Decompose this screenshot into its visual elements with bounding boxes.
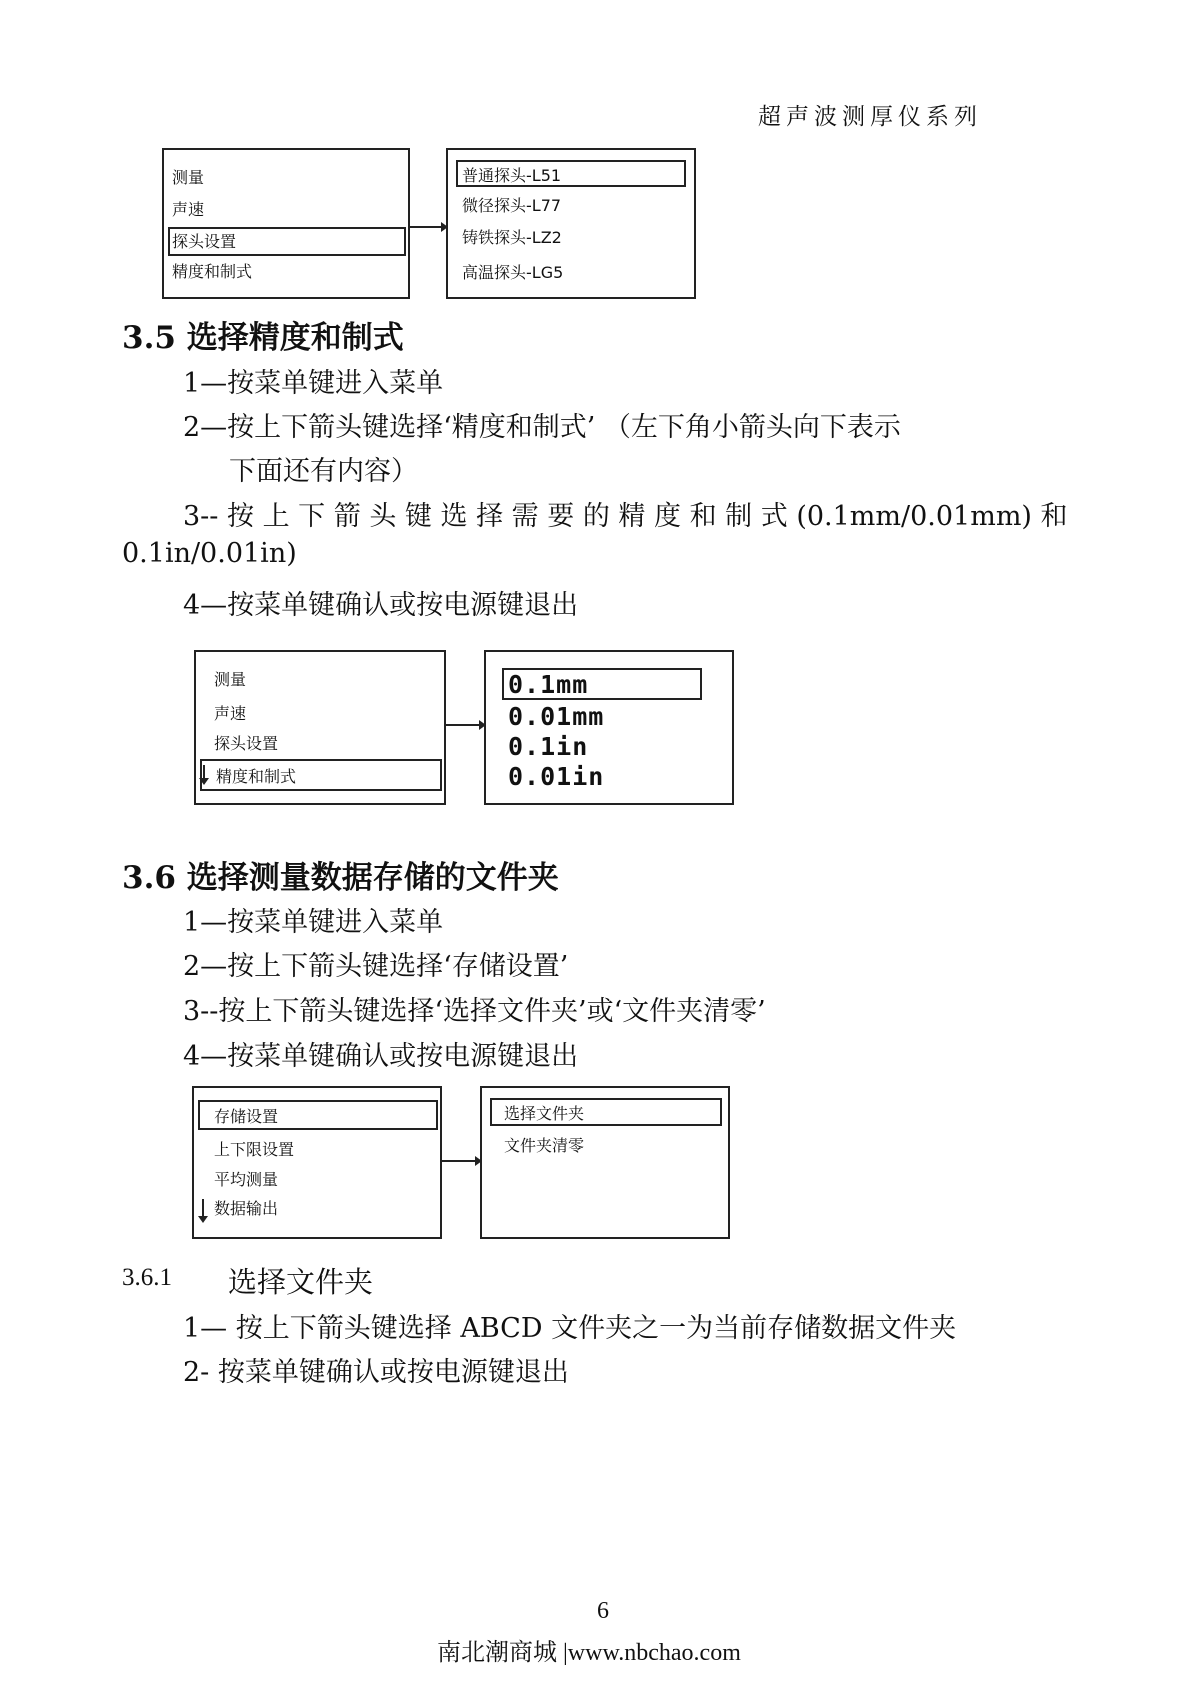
running-header: 超声波测厚仪系列 bbox=[758, 104, 982, 130]
step-text: 3--按上下箭头键选择‘选择文件夹’或‘文件夹清零’ bbox=[183, 996, 766, 1027]
step-text: 2—按上下箭头键选择‘存储设置’ bbox=[183, 951, 569, 982]
precision-option: 0.01in bbox=[508, 762, 605, 791]
arrow-right-icon bbox=[446, 724, 484, 726]
arrow-right-icon bbox=[442, 1160, 480, 1162]
arrow-right-icon bbox=[410, 226, 446, 228]
menu-item-measure: 测量 bbox=[172, 168, 205, 187]
menu-item-limits-settings: 上下限设置 bbox=[214, 1140, 295, 1159]
step-text: 1— 按上下箭头键选择 ABCD 文件夹之一为当前存储数据文件夹 bbox=[183, 1313, 957, 1344]
scroll-down-arrow-icon bbox=[203, 765, 205, 783]
step-text: 2—按上下箭头键选择‘精度和制式’ （左下角小箭头向下表示 bbox=[183, 412, 901, 443]
probe-option: 铸铁探头-LZ2 bbox=[462, 228, 562, 247]
probe-option: 普通探头-L51 bbox=[462, 166, 562, 185]
page-number: 6 bbox=[597, 1598, 609, 1624]
storage-option: 文件夹清零 bbox=[504, 1136, 585, 1155]
probe-option: 微径探头-L77 bbox=[462, 196, 562, 215]
precision-option: 0.1mm bbox=[508, 670, 589, 699]
subsection-title: 选择文件夹 bbox=[228, 1265, 374, 1299]
scroll-down-arrow-icon bbox=[202, 1199, 204, 1221]
subsection-number: 3.6.1 bbox=[122, 1264, 172, 1291]
menu-item-sound-velocity: 声速 bbox=[172, 200, 205, 219]
menu-item-average-measure: 平均测量 bbox=[214, 1170, 279, 1189]
step-text: 下面还有内容） bbox=[229, 456, 418, 487]
section-heading-3-5: 3.5 选择精度和制式 bbox=[122, 320, 404, 356]
probe-option: 高温探头-LG5 bbox=[462, 263, 564, 282]
step-text: 0.1in/0.01in) bbox=[122, 538, 297, 569]
step-text: 4—按菜单键确认或按电源键退出 bbox=[183, 590, 579, 621]
precision-option: 0.01mm bbox=[508, 702, 605, 731]
menu-item-probe-settings: 探头设置 bbox=[214, 734, 279, 753]
step-text: 4—按菜单键确认或按电源键退出 bbox=[183, 1041, 579, 1072]
footer-site: 南北潮商城 |www.nbchao.com bbox=[437, 1640, 741, 1666]
precision-option: 0.1in bbox=[508, 732, 589, 761]
section-heading-3-6: 3.6 选择测量数据存储的文件夹 bbox=[122, 860, 559, 896]
menu-item-measure: 测量 bbox=[214, 670, 247, 689]
step-text: 2- 按菜单键确认或按电源键退出 bbox=[183, 1357, 569, 1388]
menu-item-probe-settings: 探头设置 bbox=[172, 232, 237, 251]
step-text: 1—按菜单键进入菜单 bbox=[183, 907, 444, 938]
menu-item-precision-format: 精度和制式 bbox=[172, 262, 253, 281]
menu-item-precision-format: 精度和制式 bbox=[216, 767, 297, 786]
step-text: 3-- 按 上 下 箭 头 键 选 择 需 要 的 精 度 和 制 式 (0.1mm/0.01mm) 和 bbox=[183, 501, 1068, 532]
step-text: 1—按菜单键进入菜单 bbox=[183, 368, 444, 399]
menu-item-storage-settings: 存储设置 bbox=[214, 1107, 279, 1126]
storage-option: 选择文件夹 bbox=[504, 1104, 585, 1123]
menu-item-data-output: 数据输出 bbox=[214, 1199, 279, 1218]
menu-item-sound-velocity: 声速 bbox=[214, 704, 247, 723]
